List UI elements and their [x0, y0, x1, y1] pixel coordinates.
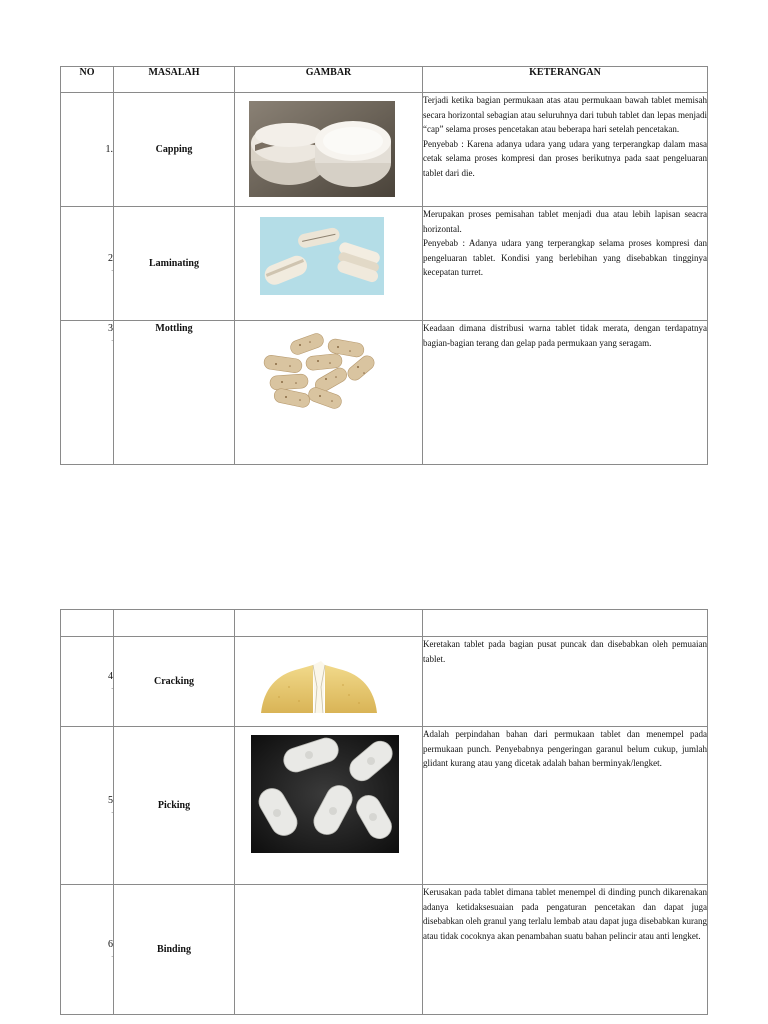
keterangan-paragraph: Keretakan tablet pada bagian pusat puncak dan disebabkan oleh pemuaian tablet.: [423, 639, 707, 664]
table-row: [61, 93, 708, 207]
split-white-tablets-photo: [249, 101, 395, 197]
table-header-row: [61, 610, 708, 637]
keterangan-paragraph: Kerusakan pada tablet dimana tablet menempel di dinding punch dikarenakan adanya ketidaksesuaian pada pengaturan pencetakan dan dapat juga disebabkan oleh granul yang terlalu lembab atau dapat juga disebabkan kurang atau tidak cocoknya akan penambahan suatu bahan pelincir atau anti lengket.: [423, 887, 707, 941]
row-gambar: [235, 727, 423, 885]
header-masalah: MASALAH: [114, 67, 235, 93]
header-gambar: GAMBAR: [235, 67, 423, 93]
row-keterangan: [423, 207, 708, 321]
row-gambar: [235, 885, 423, 1015]
table-header-row: [61, 67, 708, 93]
row-keterangan: [423, 93, 708, 207]
row-keterangan: [423, 727, 708, 885]
table-row: [61, 637, 708, 727]
empty-header-cell: [423, 610, 708, 637]
row-masalah: Picking: [114, 727, 235, 885]
keterangan-paragraph: Adalah perpindahan bahan dari permukaan tablet dan menempel pada permukaan punch. Penyebabnya pengeringan garanul belum cukup, jumlah glidant kurang atau yang dicetak adalah bahan berminyak/lengket.: [423, 729, 707, 769]
header-keterangan: KETERANGAN: [423, 67, 708, 93]
keterangan-paragraph: Terjadi ketika bagian permukaan atas atau permukaan bawah tablet memisah secara horizontal sebagian atau seluruhnya dari tubuh tablet dan lepas menjadi “cap” selama proses pencetakan atau beberapa hari setelah pencetakan.: [423, 95, 707, 135]
row-keterangan: [423, 321, 708, 465]
row-number: 6 .: [61, 885, 114, 1015]
tablet-defects-table-1: [60, 66, 708, 465]
row-masalah: Capping: [114, 93, 235, 207]
empty-header-cell: [114, 610, 235, 637]
picking-tablets-photo: [251, 735, 399, 853]
row-gambar: [235, 637, 423, 727]
row-masalah: Cracking: [114, 637, 235, 727]
keterangan-paragraph: Merupakan proses pemisahan tablet menjadi dua atau lebih lapisan seacra horizontal.: [423, 209, 707, 234]
header-no: NO: [61, 67, 114, 93]
row-number: 4 .: [61, 637, 114, 727]
laminated-tablets-photo: [260, 217, 384, 295]
row-number: 2 .: [61, 207, 114, 321]
row-number: 3 .: [61, 321, 114, 465]
table-row: [61, 207, 708, 321]
keterangan-paragraph: Penyebab : Adanya udara yang terperangkap selama proses kompresi dan pengeluaran tablet. Kondisi yang berlebihan yang disebabkan tingginya kecepatan turret.: [423, 238, 707, 278]
row-gambar: [235, 207, 423, 321]
keterangan-paragraph: Keadaan dimana distribusi warna tablet tidak merata, dengan terdapatnya bagian-bagian terang dan gelap pada permukaan yang seragam.: [423, 323, 707, 348]
mottled-tablets-photo: [260, 327, 380, 415]
row-number: 5 .: [61, 727, 114, 885]
empty-header-cell: [235, 610, 423, 637]
row-keterangan: [423, 637, 708, 727]
row-number: 1.: [61, 93, 114, 207]
row-gambar: [235, 93, 423, 207]
cracked-tablet-photo: [259, 657, 379, 713]
row-masalah: Binding: [114, 885, 235, 1015]
table-row: [61, 727, 708, 885]
keterangan-paragraph: Penyebab : Karena adanya udara yang udara yang terperangkap dalam masa cetak selama proses kompresi dan proses berikutnya pada saat pengeluaran tablet dari die.: [423, 138, 707, 178]
row-masalah: Mottling: [114, 321, 235, 465]
row-masalah: Laminating: [114, 207, 235, 321]
table-row: [61, 885, 708, 1015]
table-row: [61, 321, 708, 465]
row-keterangan: [423, 885, 708, 1015]
tablet-defects-table-2: [60, 609, 708, 1015]
row-gambar: [235, 321, 423, 465]
empty-header-cell: [61, 610, 114, 637]
